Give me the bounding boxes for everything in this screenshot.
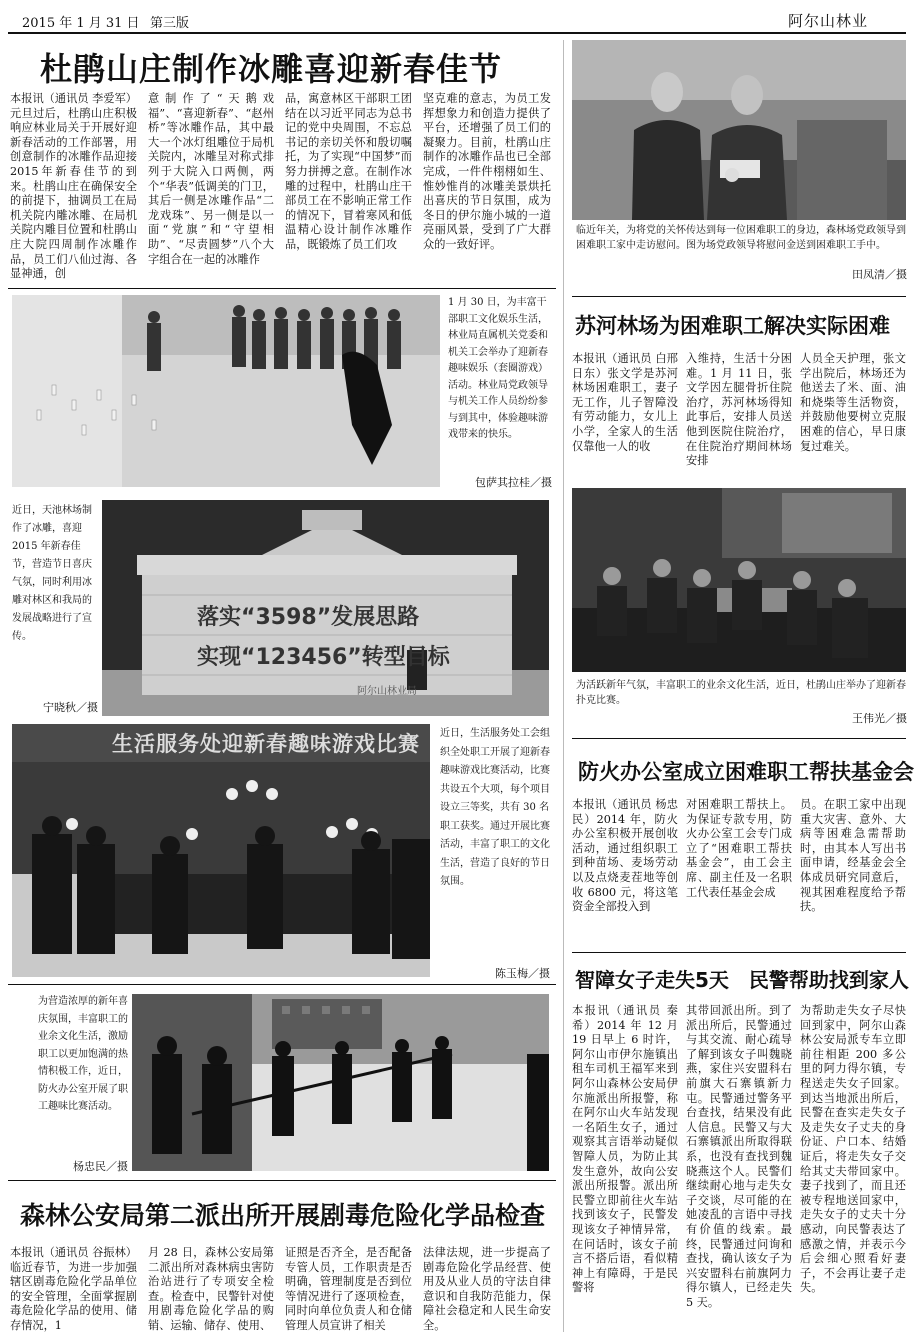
article-chem-rule: [8, 1180, 556, 1181]
column-divider: [563, 40, 564, 1332]
article-ice-col1: 本报讯（通讯员 李爱军）元旦过后，杜鹃山庄积极响应林业局关于开展好迎新春活动的工作部署，用创意制作的冰雕作品迎接2015年新春佳节的到来。杜鹃山庄在确保安全的前提下，抽调员工在局机关院内雕冰雕、在局机关院内雕目位置和杜鹃山庄大院四周制作冰雕作品，员工们八仙过海、各显神通，创: [10, 92, 137, 281]
article-ice-col2: 意制作了“天鹅戏福”、“喜迎新春”、“赵州桥”等冰雕作品，其中最大一个冰灯组雕位于局机关院内，冰雕呈对称式排列于大院入口两侧，两个“华表”低调美的门卫，其后一侧是冰雕作品“二龙戏珠”、另一侧是以一面“党旗”和“守望相助”、“尽责圆梦”八个大字组合在一起的冰雕作: [148, 92, 274, 266]
ice-slogan-1: 落实“3598”发展思路: [197, 605, 420, 630]
paper-name: 阿尔山林业: [788, 12, 869, 30]
section-divider-2: [8, 984, 556, 985]
photo-cards-caption: 为活跃新年气氛，丰富职工的业余文化生活，近日，杜鹃山庄举办了迎新春扑克比赛。: [576, 680, 906, 706]
photo-ice-sculpture: [102, 500, 549, 716]
article-suhe-title: 苏河林场为困难职工解决实际困难: [575, 314, 890, 338]
photo-ice-credit: 宁晓秋／摄: [43, 701, 98, 714]
article-suhe-rule: [572, 296, 906, 297]
article-missing-col3: 为帮助走失女子尽快回到家中，阿尔山森林公安局派专车立即前往相距 200 多公里的阿力得尔镇，专程送走失女子回家。到达当地派出所后，民警在查实走失女子及走失女子丈夫的身份证、户口本、结婚证后，将走失女子交给其丈夫带回家中。妻子找到了，而且还被专程地送回家中，走失女子的丈夫十分感动，向民警表达了感激之情，并表示今后会细心照看好妻子，不会再让妻子走失。: [800, 1004, 906, 1295]
article-chem-col3: 证照是否齐全，是否配备专管人员，工作职责是否明确，管理制度是否到位等情况进行了逐项检查，同时向单位负责人和仓储管理人员宣讲了相关: [285, 1246, 412, 1332]
article-suhe-col1: 本报讯（通讯员 白邢日东）张文学是苏河林场困难职工，妻子无工作，儿子智障没有劳动能力，女儿上小学，全家人的生活仅靠他一人的收: [572, 352, 678, 453]
article-chem-title: 森林公安局第二派出所开展剧毒危险化学品检查: [20, 1201, 546, 1230]
ice-slogan-2: 实现“123456”转型目标: [197, 645, 450, 670]
article-ice-col4: 坚克难的意志，为员工发挥想象力和创造力提供了平台，还增强了员工们的凝聚力。目前，杜鹃山庄制作的冰雕作品也已全部完成，一件件栩栩如生、惟妙惟肖的冰雕美景烘托出喜庆的节日氛围，成为冬日的伊尔施小城的一道亮丽风景，受到了广大群众的一致好评。: [423, 92, 551, 251]
photo-game: [12, 724, 430, 977]
photo-cards: [572, 488, 906, 672]
photo-ice-caption: 近日，天池林场制作了冰雕，喜迎 2015 年新春佳节，营造节日喜庆气氛，同时利用冰雕对林区和我局的发展战略进行了宣传。: [12, 505, 92, 642]
photo-tug-credit: 杨忠民／摄: [73, 1160, 128, 1173]
article-ice-col3: 品，寓意林区干部职工团结在以习近平同志为总书记的党中央周围，不忘总书记的亲切关怀和殷切嘱托，为了实现“中国梦”而努力拼搏之意。在制作冰雕的过程中，杜鹃山庄干部员工在不影响正常工作的情况下，冒着寒风和低温精心设计制作冰雕作品，既锻炼了员工们攻: [285, 92, 412, 251]
photo-visit-credit: 田凤清／摄: [852, 268, 907, 281]
photo-visit-caption: 临近年关，为将党的关怀传达到每一位困难职工的身边，森林场党政领导到困难职工家中走访慰问。图为场党政领导将慰问金送到困难职工手中。: [576, 225, 906, 251]
article-fund-col1: 本报讯（通讯员 杨忠民）2014 年，防火办公室积极开展创收活动，通过组织职工到种苗场、麦场劳动以及点烧麦茬地等创收 6800 元，将这笔资金全部投入到: [572, 798, 678, 914]
photo-bowling: [12, 295, 440, 487]
photo-bowling-caption: 1 月 30 日，为丰富干部职工文化娱乐生活，林业局直属机关党委和机关工会举办了迎新春趣味娱乐（套圈游戏）活动。林业局党政领导与机关工作人员纷纷参与到其中，体验趣味游戏带来的快乐。: [448, 297, 548, 440]
article-fund-col2: 对困难职工帮扶上。为保证专款专用，防火办公室工会专门成立了“困难职工帮扶基金会”，由工会主席、副主任及一名职工代表任基金会成: [686, 798, 792, 899]
header-rule: [8, 32, 906, 34]
article-fund-col3: 员。在职工家中出现重大灾害、意外、大病等困难急需帮助时，由其本人写出书面申请，经基金会全体成员研究同意后，视其困难程度给予帮扶。: [800, 798, 906, 914]
game-banner: 生活服务处迎新春趣味游戏比赛: [112, 732, 420, 756]
article-chem-col2: 月 28 日，森林公安局第二派出所对森林病虫害防治站进行了专项安全检查。检查中，民警针对使用剧毒危险化学品的购销、运输、储存、使用、: [148, 1246, 274, 1332]
article-missing-rule: [572, 952, 906, 953]
page-number: 第三版: [150, 16, 190, 31]
photo-bowling-credit: 包萨其拉桂／摄: [475, 476, 552, 489]
photo-game-credit: 陈玉梅／摄: [495, 967, 550, 980]
ice-sign: 阿尔山林业局: [357, 686, 417, 697]
article-chem-col4: 法律法规，进一步提高了剧毒危险化学品经营、使用及从业人员的守法自律意识和自我防范能力，保障社会稳定和人民生命安全。: [423, 1246, 551, 1332]
photo-game-caption: 近日，生活服务处工会组织全处职工开展了迎新春趣味游戏比赛活动，比赛共设五个大项，每个项目设立三等奖，共有 30 名职工获奖。通过开展比赛活动，丰富了职工的文化生活，营造了良好的节日氛围。: [440, 728, 550, 887]
section-divider: [8, 288, 556, 289]
article-fund-title: 防火办公室成立困难职工帮扶基金会: [578, 760, 914, 784]
article-suhe-col2: 入维持，生活十分困难。1 月 11 日，张文学因左腿骨折住院治疗，苏河林场得知此事后，安排人员送他到医院住院治疗，在住院治疗期间林场安排: [686, 352, 792, 468]
article-ice-title: 杜鹃山庄制作冰雕喜迎新春佳节: [40, 50, 503, 88]
article-missing-col1: 本报讯（通讯员 秦希）2014 年 12 月 19 日早上 6 时许，阿尔山市伊尔施镇出租车司机王福军来到阿尔山森林公安局伊尔施派出所报警，称在阿尔山火车站发现一名陌生女子，通过观察其言语举动疑似智障人员，为防止其发生意外，故向公安派出所报警。派出所民警立即前往火车站找到该女子，民警发现该女子神情异常，在问话时，该女子前言不搭后语，看似精神上有障碍，于是民警将: [572, 1004, 678, 1295]
photo-cards-credit: 王伟光／摄: [852, 712, 907, 725]
photo-tug-caption: 为营造浓厚的新年喜庆氛围，丰富职工的业余文化生活，激励职工以更加饱满的热情积极工作，近日，防火办公室开展了职工趣味比赛活动。: [38, 996, 128, 1112]
issue-date: 2015 年 1 月 31 日: [22, 16, 140, 31]
article-suhe-col3: 人员全天护理，张文学出院后，林场还为他送去了米、面、油和烧柴等生活物资，并鼓励他要树立克服困难的信心，早日康复过难关。: [800, 352, 906, 453]
article-missing-col2: 其带回派出所。到了派出所后，民警通过与其交流、耐心疏导了解到该女子叫魏晓燕，家住兴安盟科右前旗大石寨镇新力屯。民警通过警务平台查找，结果没有此人信息。民警又与大石寨镇派出所取得联系，也没有查找到魏晓燕这个人。民警们继续耐心地与走失女子交谈，尽可能的在她凌乱的言语中寻找有价值的线索。最终，民警通过问询和查找，确认该女子为兴安盟科右前旗阿力得尔镇人，已经走失 5 天。: [686, 1004, 792, 1309]
photo-visit: [572, 40, 906, 220]
photo-tug-of-war: [132, 994, 549, 1171]
article-missing-title: 智障女子走失5天 民警帮助找到家人: [575, 968, 909, 992]
article-chem-col1: 本报讯（通讯员 谷振林）临近春节，为进一步加强辖区剧毒危险化学品单位的安全管理，全面掌握剧毒危险化学品的使用、储存情况，1: [10, 1246, 137, 1332]
article-fund-rule: [572, 738, 906, 739]
